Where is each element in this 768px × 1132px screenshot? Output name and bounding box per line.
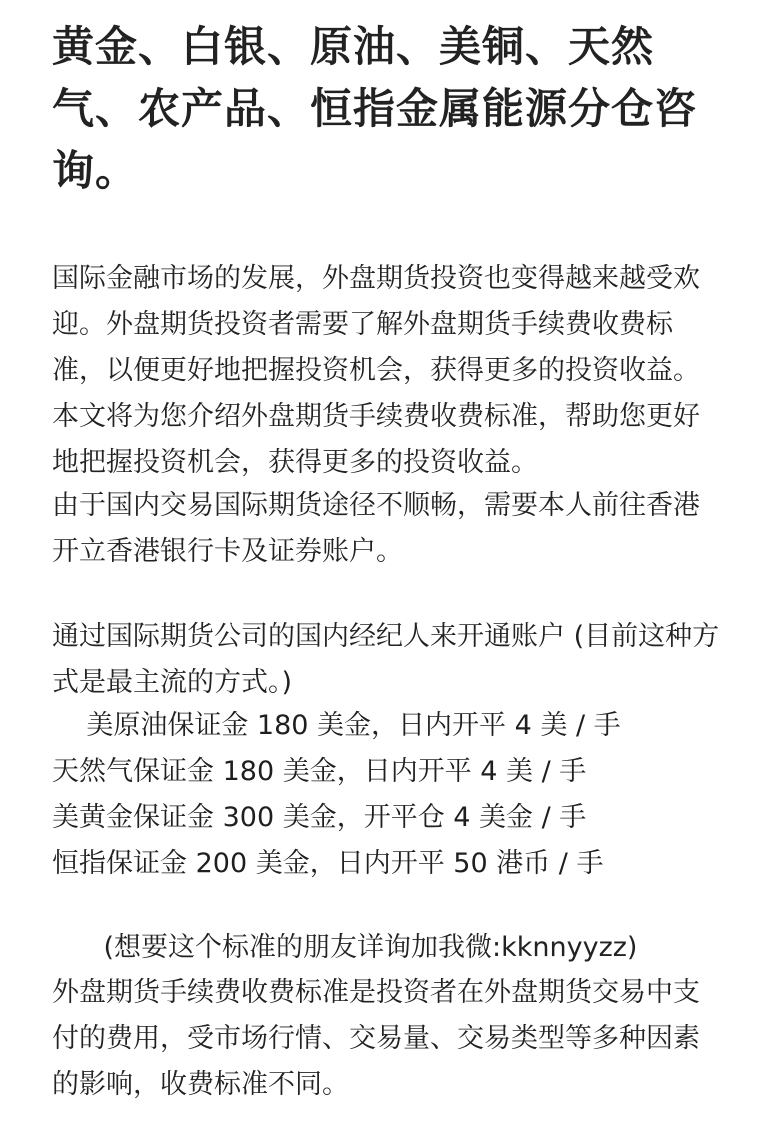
- route-paragraph: 由于国内交易国际期货途径不顺畅，需要本人前往香港开立香港银行卡及证券账户。: [52, 490, 700, 567]
- rate-list: [52, 703, 722, 887]
- rate-line-natural-gas: 天然气保证金 180 美金，日内开平 4 美 / 手: [52, 756, 587, 787]
- rate-line-hang-seng: 恒指保证金 200 美金，日内开平 50 港币 / 手: [52, 848, 604, 879]
- article-title: 黄金、白银、原油、美铜、天然气、农产品、恒指金属能源分仓咨询。: [52, 22, 698, 195]
- rate-line-crude-oil: 美原油保证金 180 美金，日内开平 4 美 / 手: [52, 710, 621, 741]
- closing-paragraph: 外盘期货手续费收费标准是投资者在外盘期货交易中支付的费用，受市场行情、交易量、交易类型等多种因素的影响，收费标准不同。: [52, 977, 700, 1100]
- broker-paragraph: 通过国际期货公司的国内经纪人来开通账户 (目前这种方式是最主流的方式。): [52, 621, 720, 698]
- rate-line-gold: 美黄金保证金 300 美金，开平仓 4 美金 / 手: [52, 802, 587, 833]
- intro-paragraph: 国际金融市场的发展，外盘期货投资也变得越来越受欢迎。外盘期货投资者需要了解外盘期货手续费收费标准，以便更好地把握投资机会，获得更多的投资收益。本文将为您介绍外盘期货手续费收费标准，帮助您更好地把握投资机会，获得更多的投资收益。: [52, 263, 700, 478]
- contact-line: (想要这个标准的朋友详询加我微:kknnyyzz): [52, 932, 638, 963]
- article: [52, 0, 722, 1100]
